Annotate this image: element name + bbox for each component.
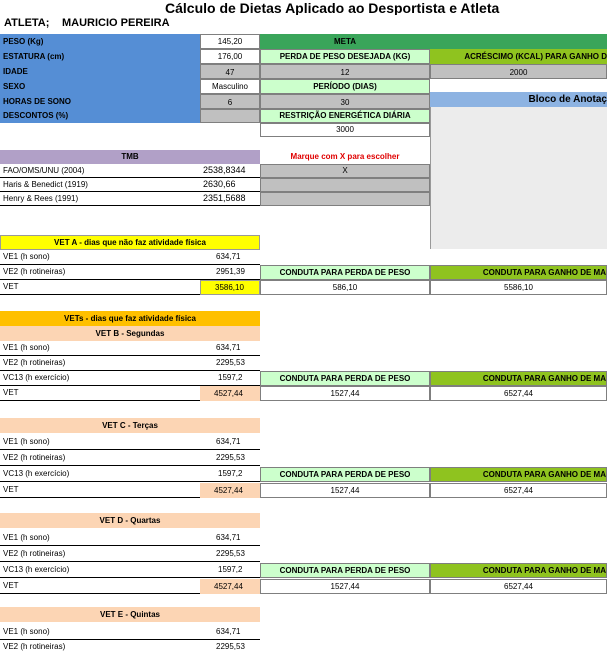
vet-b-vet-label: VET [0, 386, 200, 401]
vet-e-header: VET E - Quintas [0, 607, 260, 622]
vet-c-gain-label: CONDUTA PARA GANHO DE MA [430, 467, 607, 482]
vet-e-ve2-label: VE2 (h rotineiras) [3, 643, 66, 651]
sex-input[interactable]: Masculino [200, 79, 260, 94]
vet-c-ve1-value: 634,71 [200, 435, 260, 450]
vet-c-gain-value: 6527,44 [430, 483, 607, 498]
vet-d-gain-value: 6527,44 [430, 579, 607, 594]
vet-d-ve2-label: VE2 (h rotineiras) [0, 547, 200, 562]
vet-c-vet-value: 4527,44 [200, 483, 260, 498]
vet-d-gain-label: CONDUTA PARA GANHO DE MA [430, 563, 607, 578]
gain-kcal-input[interactable]: 2000 [430, 64, 607, 79]
vet-d-ve1-label: VE1 (h sono) [0, 531, 200, 546]
vet-b-vc13-value: 1597,2 [200, 371, 260, 386]
vet-b-gain-label: CONDUTA PARA GANHO DE MA [430, 371, 607, 386]
vet-c-header: VET C - Terças [0, 418, 260, 433]
tmb-row-fao: FAO/OMS/UNU (2004) [0, 164, 200, 178]
vet-c-ve1-label: VE1 (h sono) [0, 435, 200, 450]
meta-header: META [260, 34, 430, 49]
label-sex: SEXO [0, 79, 200, 94]
vet-a-ve1-value: 634,71 [200, 250, 260, 265]
period-input[interactable]: 30 [260, 94, 430, 109]
vet-a-gain-value: 5586,10 [430, 280, 607, 295]
vet-d-loss-label: CONDUTA PARA PERDA DE PESO [260, 563, 430, 578]
vet-a-gain-label: CONDUTA PARA GANHO DE MA [430, 265, 607, 280]
vet-d-vet-label: VET [0, 579, 200, 594]
vet-e-ve1-label: VE1 (h sono) [0, 625, 200, 640]
meta-header-extension [430, 34, 607, 49]
weight-input[interactable]: 145,20 [200, 34, 260, 49]
vet-b-header: VET B - Segundas [0, 326, 260, 341]
tmb-mark-harris[interactable] [260, 178, 430, 192]
vet-d-vc13-label: VC13 (h exercício) [0, 563, 200, 578]
vet-b-vet-value: 4527,44 [200, 386, 260, 401]
vet-c-vc13-value: 1597,2 [200, 467, 260, 482]
vet-a-ve2-label: VE2 (h rotineiras) [0, 265, 200, 280]
label-age: IDADE [0, 64, 200, 79]
vet-b-ve2-label: VE2 (h rotineiras) [0, 356, 200, 371]
vet-a-ve1-label: VE1 (h sono) [0, 250, 200, 265]
vet-c-vet-label: VET [0, 483, 200, 498]
label-weight: PESO (Kg) [0, 34, 200, 49]
vet-a-vet-label: VET [0, 280, 200, 295]
vet-d-ve2-value: 2295,53 [200, 547, 260, 562]
weight-loss-label: PERDA DE PESO DESEJADA (KG) [260, 49, 430, 64]
tmb-header: TMB [0, 150, 260, 164]
vet-c-loss-value: 1527,44 [260, 483, 430, 498]
page-title: Cálculo de Dietas Aplicado ao Desportista e Atleta [165, 0, 500, 15]
vet-a-header: VET A - dias que não faz atividade física [0, 235, 260, 250]
label-sleep-hours: HORAS DE SONO [0, 94, 200, 109]
vet-b-gain-value: 6527,44 [430, 386, 607, 401]
vet-d-ve1-value: 634,71 [200, 531, 260, 546]
sleep-hours-input[interactable]: 6 [200, 94, 260, 109]
label-discounts: DESCONTOS (%) [0, 109, 200, 123]
gain-kcal-label: ACRÉSCIMO (KCAL) PARA GANHO D [430, 49, 607, 64]
tmb-mark-fao[interactable]: X [260, 164, 430, 178]
vet-b-ve1-label: VE1 (h sono) [0, 341, 200, 356]
tmb-value-fao: 2538,8344 [200, 164, 260, 178]
tmb-row-henry: Henry & Rees (1991) [0, 192, 200, 206]
vet-c-ve2-label: VE2 (h rotineiras) [0, 451, 200, 466]
athlete-name[interactable]: MAURICIO PEREIRA [62, 16, 170, 29]
label-height: ESTATURA (cm) [0, 49, 200, 64]
vet-c-vc13-label: VC13 (h exercício) [0, 467, 200, 482]
notes-area[interactable] [430, 107, 607, 249]
tmb-mark-henry[interactable] [260, 192, 430, 206]
vet-b-loss-value: 1527,44 [260, 386, 430, 401]
vet-c-loss-label: CONDUTA PARA PERDA DE PESO [260, 467, 430, 482]
tmb-value-henry: 2351,5688 [200, 192, 260, 206]
age-input[interactable]: 47 [200, 64, 260, 79]
vet-a-loss-value: 586,10 [260, 280, 430, 295]
vet-b-ve2-value: 2295,53 [200, 356, 260, 371]
restriction-value: 3000 [260, 123, 430, 137]
vet-a-ve2-value: 2951,39 [200, 265, 260, 280]
vet-d-vc13-value: 1597,2 [200, 563, 260, 578]
vet-e-ve2-value: 2295,53 [216, 643, 245, 651]
vet-d-vet-value: 4527,44 [200, 579, 260, 594]
vet-a-vet-value: 3586,10 [200, 280, 260, 295]
vet-c-ve2-value: 2295,53 [200, 451, 260, 466]
tmb-row-harris: Haris & Benedict (1919) [0, 178, 200, 192]
vet-b-ve1-value: 634,71 [200, 341, 260, 356]
height-input[interactable]: 176,00 [200, 49, 260, 64]
choose-instruction: Marque com X para escolher [290, 152, 400, 161]
vet-b-vc13-label: VC13 (h exercício) [0, 371, 200, 386]
notes-header: Bloco de Anotaç [430, 92, 607, 107]
weight-loss-input[interactable]: 12 [260, 64, 430, 79]
vet-d-loss-value: 1527,44 [260, 579, 430, 594]
vet-b-loss-label: CONDUTA PARA PERDA DE PESO [260, 371, 430, 386]
period-label: PERÍODO (DIAS) [260, 79, 430, 94]
restriction-label: RESTRIÇÃO ENERGÉTICA DIÁRIA [260, 109, 430, 123]
vets-header: VETs - dias que faz atividade física [0, 311, 260, 326]
vet-d-header: VET D - Quartas [0, 513, 260, 528]
vet-e-ve1-value: 634,71 [200, 625, 260, 640]
tmb-value-harris: 2630,66 [200, 178, 260, 192]
discounts-input[interactable] [200, 109, 260, 123]
athlete-label: ATLETA; [4, 16, 50, 29]
vet-a-loss-label: CONDUTA PARA PERDA DE PESO [260, 265, 430, 280]
